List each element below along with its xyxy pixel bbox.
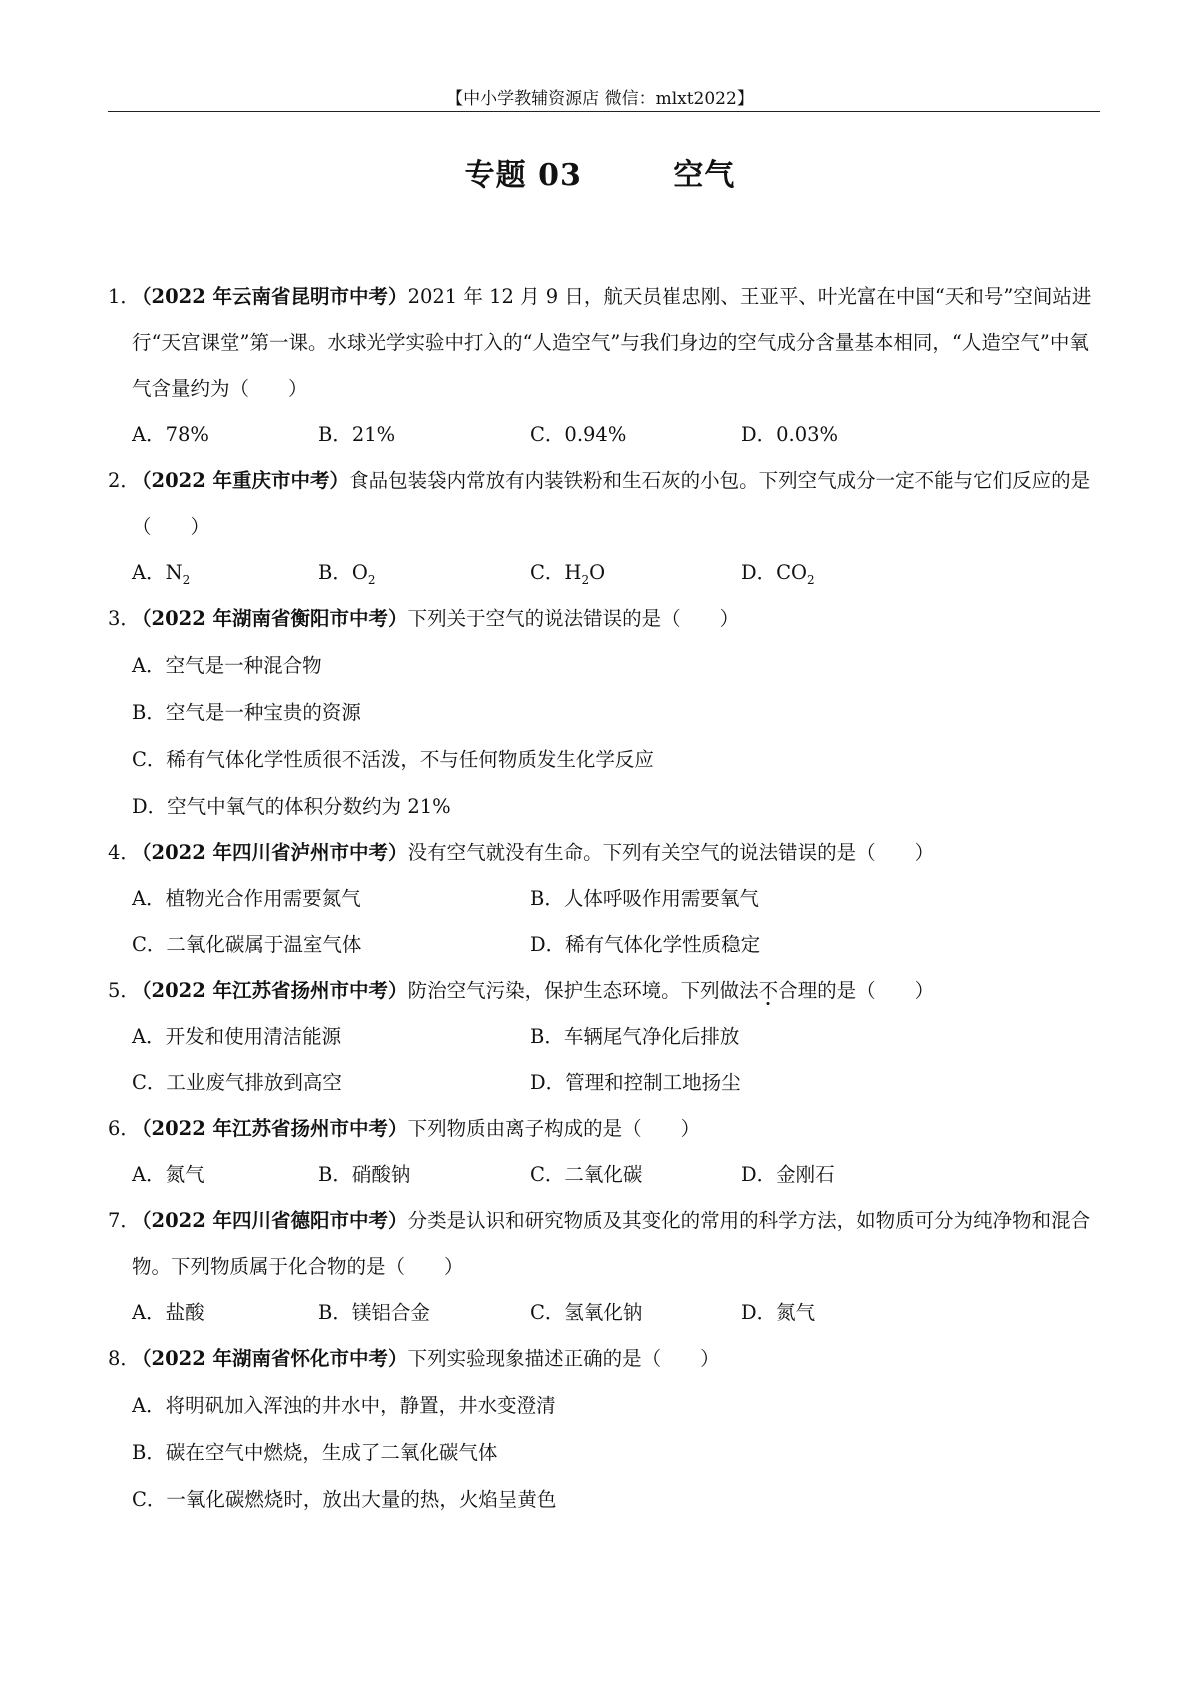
- option-a[interactable]: A．植物光合作用需要氮气: [132, 887, 361, 910]
- question-source: （2022 年江苏省扬州市中考）: [132, 1117, 408, 1140]
- question-number: 7．: [108, 1209, 140, 1232]
- question-5: [108, 968, 1100, 1014]
- question-stem: 没有空气就没有生命。下列有关空气的说法错误的是（ ）: [407, 841, 935, 864]
- option-a[interactable]: A．空气是一种混合物: [132, 654, 322, 677]
- question-number: 8．: [108, 1347, 140, 1370]
- question-number: 2．: [108, 469, 140, 492]
- option-a[interactable]: A．氮气: [132, 1163, 205, 1186]
- question-source: （2022 年四川省德阳市中考）: [132, 1209, 408, 1232]
- question-source: （2022 年四川省泸州市中考）: [132, 841, 408, 864]
- option-b[interactable]: B．21%: [318, 423, 396, 446]
- question-stem: 食品包装袋内常放有内装铁粉和生石灰的小包。下列空气成分一定不能与它们反应的是（ ）: [132, 469, 1091, 538]
- page-header: 【中小学教辅资源店 微信：mlxt2022】: [446, 89, 754, 109]
- question-number: 3．: [108, 607, 140, 630]
- header-divider: [108, 111, 1100, 112]
- emphasis-mark: 不: [758, 979, 779, 1002]
- question-stem-end: 合理的是（ ）: [778, 979, 935, 1002]
- question-stem: 下列物质由离子构成的是（ ）: [407, 1117, 701, 1140]
- option-d[interactable]: D．氮气: [741, 1301, 816, 1324]
- question-number: 1．: [108, 285, 140, 308]
- question-number: 4．: [108, 841, 140, 864]
- option-a[interactable]: A．78%: [132, 423, 209, 446]
- option-b[interactable]: B．镁铝合金: [318, 1301, 430, 1324]
- question-7: [108, 1198, 1100, 1290]
- option-a[interactable]: A．$N_2$: [132, 561, 191, 587]
- option-b[interactable]: B．车辆尾气净化后排放: [530, 1025, 740, 1048]
- option-d[interactable]: D．0.03%: [741, 423, 839, 446]
- option-d[interactable]: D．管理和控制工地扬尘: [530, 1071, 741, 1094]
- option-a[interactable]: A．开发和使用清洁能源: [132, 1025, 342, 1048]
- option-c[interactable]: C．$H_2O$: [530, 561, 606, 587]
- option-c[interactable]: C．氢氧化钠: [530, 1301, 643, 1324]
- option-c[interactable]: C．二氧化碳属于温室气体: [132, 933, 362, 956]
- question-source: （2022 年江苏省扬州市中考）: [132, 979, 408, 1002]
- option-d[interactable]: D．稀有气体化学性质稳定: [530, 933, 761, 956]
- options-row: [108, 1014, 1100, 1060]
- question-stem: 下列实验现象描述正确的是（ ）: [407, 1347, 720, 1370]
- options-row: [108, 1060, 1100, 1106]
- option-c[interactable]: C．工业废气排放到高空: [132, 1071, 342, 1094]
- option-b[interactable]: B．硝酸钠: [318, 1163, 411, 1186]
- question-6: [108, 1106, 1100, 1152]
- option-b[interactable]: B．碳在空气中燃烧，生成了二氧化碳气体: [132, 1441, 498, 1464]
- options-row: [108, 922, 1100, 968]
- question-source: （2022 年重庆市中考）: [132, 469, 350, 492]
- option-b[interactable]: B．人体呼吸作用需要氧气: [530, 887, 759, 910]
- option-c[interactable]: C．二氧化碳: [530, 1163, 643, 1186]
- question-list: [108, 274, 1100, 1523]
- question-stem: 防治空气污染，保护生态环境。下列做法: [407, 979, 759, 1002]
- options-row: [108, 412, 1100, 458]
- option-a[interactable]: A．将明矾加入浑浊的井水中，静置，井水变澄清: [132, 1394, 556, 1417]
- option-c[interactable]: C．稀有气体化学性质很不活泼，不与任何物质发生化学反应: [132, 748, 654, 771]
- option-d[interactable]: D．金刚石: [741, 1163, 835, 1186]
- question-source: （2022 年湖南省衡阳市中考）: [132, 607, 408, 630]
- options-row: [108, 876, 1100, 922]
- options-row: [108, 550, 1100, 596]
- question-stem: 下列关于空气的说法错误的是（ ）: [407, 607, 740, 630]
- option-d[interactable]: D．空气中氧气的体积分数约为 21%: [132, 795, 451, 818]
- question-stem: 分类是认识和研究物质及其变化的常用的科学方法，如物质可分为纯净物和混合物。下列物质属于化合物的是（ ）: [132, 1209, 1091, 1278]
- question-source: （2022 年云南省昆明市中考）: [132, 285, 408, 308]
- question-number: 6．: [108, 1117, 140, 1140]
- option-a[interactable]: A．盐酸: [132, 1301, 205, 1324]
- option-b[interactable]: B．空气是一种宝贵的资源: [132, 701, 361, 724]
- question-stem: 2021 年 12 月 9 日，航天员崔忠刚、王亚平、叶光富在中国“天和号”空间站进行“天宫课堂”第一课。水球光学实验中打入的“人造空气”与我们身边的空气成分含量基本相同，“人造空气”中氧气含量约为（ ）: [132, 285, 1092, 400]
- question-source: （2022 年湖南省怀化市中考）: [132, 1347, 408, 1370]
- question-2: [108, 458, 1100, 550]
- option-d[interactable]: D．$CO_2$: [741, 561, 815, 587]
- question-8: [108, 1336, 1100, 1382]
- question-1: [108, 274, 1100, 412]
- question-4: [108, 830, 1100, 876]
- option-b[interactable]: B．$O_2$: [318, 561, 376, 587]
- option-c[interactable]: C．一氧化碳燃烧时，放出大量的热，火焰呈黄色: [132, 1488, 557, 1511]
- option-c[interactable]: C．0.94%: [530, 423, 627, 446]
- question-number: 5．: [108, 979, 140, 1002]
- options-row: [108, 1290, 1100, 1336]
- options-row: [108, 1152, 1100, 1198]
- page-title: 专题 03 空气: [464, 158, 736, 193]
- question-3: [108, 596, 1100, 642]
